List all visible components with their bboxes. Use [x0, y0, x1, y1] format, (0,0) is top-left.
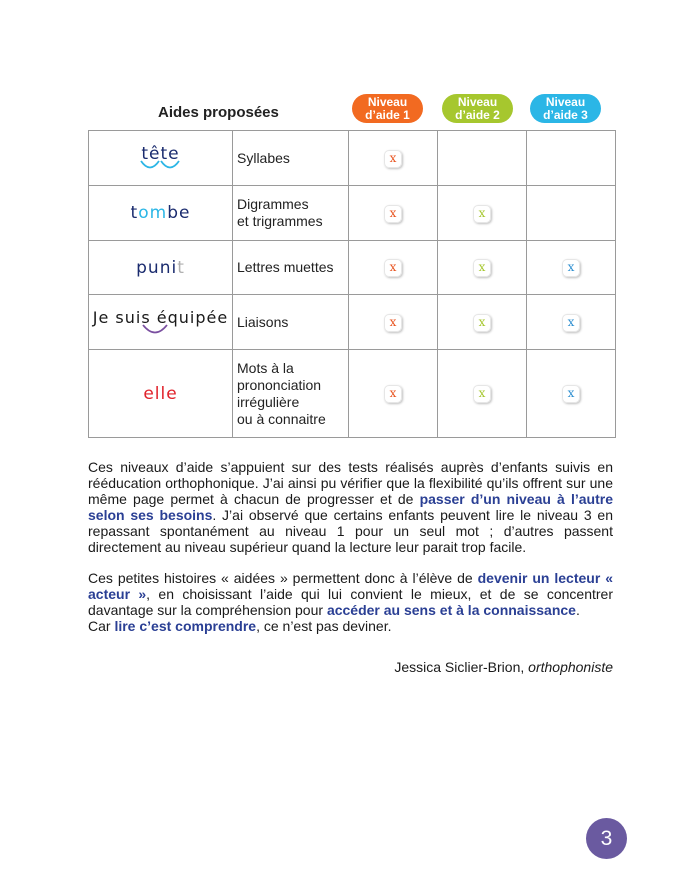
paragraph-text: Ces niveaux d’aide s’appuient sur des tests réalisés auprès d’enfants suivis en rééducation orthophonique. J’ai ainsi pu vérifier que la flexibilité qu’ils offrent sur une même page permet à chacun de progresser et de: [88, 459, 613, 507]
level-1-cell: [349, 350, 438, 438]
check-mark: x: [384, 314, 402, 332]
example-cell: [89, 241, 233, 295]
example-syllabes: tête: [141, 144, 180, 164]
row-label-line: ou à connaitre: [237, 410, 326, 427]
level-3-cell: [527, 241, 616, 295]
check-mark: x: [473, 314, 491, 332]
level-3-cell: [527, 295, 616, 350]
second-paragraph: [88, 570, 613, 634]
example-lettres-muettes: [136, 258, 185, 278]
example-part: puni: [136, 257, 178, 278]
intro-paragraph: [88, 459, 613, 555]
check-mark: x: [473, 205, 491, 223]
label-cell: [233, 241, 349, 295]
paragraph-text: Car: [88, 618, 115, 634]
level-3-cell: [527, 186, 616, 241]
signature: [394, 659, 613, 675]
aids-table: [88, 130, 616, 438]
table-header-title: Aides proposées: [158, 104, 279, 121]
label-cell: [233, 186, 349, 241]
check-mark: x: [384, 385, 402, 403]
highlight-text: passer d’un niveau à l’autre selon ses besoins: [88, 491, 613, 523]
row-label-line: prononciation: [237, 376, 322, 393]
label-cell: [233, 295, 349, 350]
level-1-cell: [349, 186, 438, 241]
paragraph-text: , en choisissant l’aide qui lui convient le mieux, et de se concentrer davantage sur la compréhension pour: [88, 586, 613, 618]
example-irreguliers: elle: [143, 383, 178, 404]
page-number: 3: [600, 827, 613, 850]
check-mark: x: [562, 259, 580, 277]
check-mark: x: [384, 259, 402, 277]
label-cell: [233, 131, 349, 186]
level-3-badge: [530, 94, 601, 123]
row-label-line: irrégulière: [237, 393, 300, 410]
level-1-badge: [352, 94, 423, 123]
paragraph-text: Ces petites histoires « aidées » permettent donc à l’élève de: [88, 570, 478, 586]
level-2-line2: d’aide 2: [455, 108, 500, 122]
example-liaisons: Je suis équipée: [92, 308, 229, 327]
example-cell: [89, 186, 233, 241]
level-3-line1: Niveau: [545, 95, 586, 109]
table-row: [89, 241, 616, 295]
signature-role: orthophoniste: [528, 659, 613, 675]
example-cell: [89, 131, 233, 186]
table-row: [89, 131, 616, 186]
level-3-cell: [527, 350, 616, 438]
level-2-cell: [438, 295, 527, 350]
example-part-silent: t: [177, 257, 185, 278]
level-1-cell: [349, 241, 438, 295]
row-label-line: et trigrammes: [237, 213, 323, 229]
level-2-cell: [438, 131, 527, 186]
level-2-cell: [438, 186, 527, 241]
row-label-line: Mots à la: [237, 359, 294, 376]
level-2-cell: [438, 350, 527, 438]
paragraph-text: . J’ai observé que certains enfants peuvent lire le niveau 3 en repassant spontanément au niveau 1 pour un seul mot ; d’autres passent directement au niveau supérieur quand la lecture leur parait trop facile.: [88, 507, 613, 555]
highlight-text: devenir un lecteur « acteur »: [88, 570, 614, 602]
example-cell: [89, 295, 233, 350]
highlight-text: accéder au sens et à la connaissance: [326, 602, 576, 618]
example-cell: [89, 350, 233, 438]
check-mark: x: [562, 385, 580, 403]
table-row: [89, 295, 616, 350]
level-2-badge: [442, 94, 513, 123]
highlight-text: lire c’est comprendre: [114, 618, 257, 634]
level-1-line1: Niveau: [367, 95, 408, 109]
level-1-cell: [349, 295, 438, 350]
row-label: Liaisons: [237, 313, 289, 330]
paragraph-text: , ce n’est pas deviner.: [256, 618, 392, 634]
check-mark: x: [473, 259, 491, 277]
example-digrammes: [131, 203, 191, 223]
label-cell: [233, 350, 349, 438]
level-2-line1: Niveau: [457, 95, 498, 109]
page-number-badge: [586, 818, 627, 859]
signature-name: Jessica Siclier-Brion,: [394, 659, 529, 675]
table-row: [89, 186, 616, 241]
level-3-line2: d’aide 3: [543, 108, 588, 122]
level-3-cell: [527, 131, 616, 186]
row-label: Syllabes: [237, 149, 290, 166]
level-1-cell: [349, 131, 438, 186]
example-part: t: [130, 203, 139, 223]
check-mark: x: [384, 205, 402, 223]
level-1-line2: d’aide 1: [365, 108, 410, 122]
example-part: be: [167, 203, 191, 223]
row-label: Lettres muettes: [237, 259, 334, 275]
example-part-highlight: om: [138, 203, 168, 223]
check-mark: x: [384, 150, 402, 168]
paragraph-text: .: [575, 602, 580, 618]
check-mark: x: [562, 314, 580, 332]
check-mark: x: [473, 385, 491, 403]
table-row: [89, 350, 616, 438]
row-label-line: Digrammes: [237, 196, 309, 212]
level-2-cell: [438, 241, 527, 295]
